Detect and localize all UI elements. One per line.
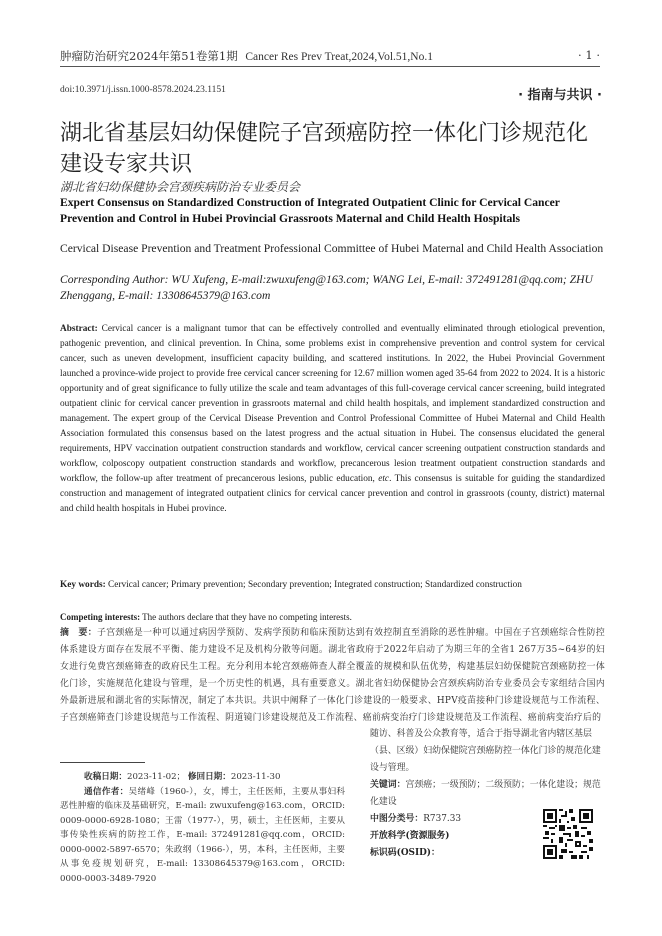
article-title-en: Expert Consensus on Standardized Construction of Integrated Outpatient Clinic for Cervical Cancer Prevention and Control in Hubei Provincial Grassroots Maternal and Child Health Hospitals bbox=[60, 196, 560, 225]
abstract-en bbox=[60, 322, 605, 517]
footnote-dates bbox=[60, 770, 345, 785]
revised-date: 2023-11-30 bbox=[230, 772, 281, 782]
keywords-cn-label: 关键词： bbox=[370, 780, 406, 790]
running-header bbox=[60, 48, 600, 64]
clc-value: R737.33 bbox=[423, 814, 461, 824]
journal-title-cn: 肿瘤防治研究2024年第51卷第1期 bbox=[60, 49, 238, 63]
committee-cn: 湖北省妇幼保健协会宫颈疾病防治专业委员会 bbox=[60, 180, 301, 194]
abstract-cn-body: 子宫颈癌是一种可以通过病因学预防、发病学预防和临床预防达到有效控制直至消除的恶性肿瘤。中国在子宫颈癌综合性防控体系建设方面存在发展不平衡、能力建设不足及机构分散等问题。湖北省政府于2022年启动了为期三年的全省1 267万35~64岁的妇女进行免费宫颈癌筛查的政府民生工程。充分利用本轮宫颈癌筛查人群全覆盖的规模和队伍优势，构建基层妇幼保健院宫颈癌防控一体化门诊，实施规范化建设与管理，是一个历史性的机遇，具有重要意义。湖北省妇幼保健协会宫颈疾病防治专业委员会专家组结合国内外最新进展和湖北省的实际情况，制定了本共识。共识中阐释了一体化门诊建设的一般要求、HPV疫苗接种门诊建设规范与工作流程、子宫颈癌筛查门诊建设规范与工作流程、阴道镜门诊建设规范及工作流程、癌前病变治疗门诊建设规范及工作流程、癌前病变治疗后的 bbox=[60, 628, 605, 723]
footnote-rule bbox=[60, 762, 145, 763]
authors-text: 吴绪峰（1960-），女，博士，主任医师，主要从事妇科恶性肿瘤的临床及基础研究，E-mail: zwuxufeng@163.com，ORCID: 0009-0000-6928-1080；王雷（1977-），男，硕士，主任医师，主要从事传染性疾病的防控工作，E-mail: 372491281@qq.com，ORCID: 0000-0002-5897-6570；朱政纲（1966-），男，本科，主任医师，主要从事免疫规划研究，E-mail: 13308645379@163.com，ORCID: 0000-0003-3489-7920 bbox=[60, 786, 345, 884]
article-title-cn: 湖北省基层妇幼保健院子宫颈癌防控一体化门诊规范化建设专家共识 bbox=[60, 121, 589, 177]
keywords-en bbox=[60, 578, 605, 593]
header-rule bbox=[60, 66, 600, 67]
doi[interactable]: doi:10.3971/j.issn.1000-8578.2024.23.1151 bbox=[60, 85, 226, 95]
abstract-label: Abstract: bbox=[60, 324, 98, 334]
open-science: 开放科学(资源服务) bbox=[370, 831, 450, 841]
footnote bbox=[60, 770, 345, 886]
competing-interests bbox=[60, 611, 605, 624]
journal-title-en: Cancer Res Prev Treat,2024,Vol.51,No.1 bbox=[245, 51, 433, 63]
keywords-cn bbox=[370, 777, 605, 811]
abstract-cn-label: 摘 要： bbox=[60, 628, 97, 638]
authors-label: 通信作者： bbox=[84, 786, 129, 797]
clc-label: 中图分类号： bbox=[370, 814, 424, 824]
keywords-label: Key words: bbox=[60, 580, 106, 590]
osid-qr-code-icon[interactable] bbox=[543, 809, 593, 859]
section-label: · 指南与共识 · bbox=[518, 88, 602, 103]
keywords-cn-text: 宫颈癌；一级预防；二级预防；一体化建设；规范化建设 bbox=[370, 780, 601, 807]
abstract-tail: . This consensus is suitable for guiding the standardized construction and management of integrated outpatient clinics for cervical cancer prevention and control in grassroots (county, district) maternal and child health hospitals in Hubei province. bbox=[60, 474, 605, 514]
received-label: 收稿日期： bbox=[84, 772, 127, 782]
abstract-etc: etc bbox=[378, 474, 390, 484]
corresponding-authors: Corresponding Author: WU Xufeng, E-mail:zwuxufeng@163.com; WANG Lei, E-mail: 372491281@qq.com; ZHU Zhenggang, E-mail: 13308645379@163.com bbox=[60, 273, 593, 302]
received-date: 2023-11-02； bbox=[126, 772, 186, 782]
abstract-body: Cervical cancer is a malignant tumor that can be effectively controlled and eventually eliminated through etiological prevention, pathogenic prevention, and clinical prevention. In China, some problems exist in comprehensive prevention and control system for cervical cancer, such as uneven development, insufficient capacity building, and scattered institutions. In 2022, the Hubei Provincial Government launched a province-wide project to provide free cervical cancer screening for 12.67 million women aged 35-64 from 2022 to 2024. It is a historic opportunity and of great significance to fully utilize the scale and team advantages of this full-coverage cervical cancer screening, build integrated outpatient clinic for cervical cancer prevention in grassroots maternal and child health hospitals, and implement standardized construction and management. The expert group of the Cervical Disease Prevention and Control Professional Committee of Hubei Maternal and Child Health Association formulated this consensus based on the latest progress and the actual situation in Hubei. The consensus elucidated the general requirements, HPV vaccination outpatient construction standards and workflow, cervical cancer screening outpatient construction standards and workflow, colposcopy outpatient construction standards and workflow, precancerous lesion treatment outpatient construction standards and workflow, the follow-up after treatment of precancerous lesions, public education, bbox=[60, 324, 605, 484]
abstract-cn bbox=[60, 625, 605, 727]
competing-text: The authors declare that they have no competing interests. bbox=[142, 612, 352, 622]
osid-label: 标识码(OSID)： bbox=[370, 848, 440, 858]
competing-label: Competing interests: bbox=[60, 612, 141, 622]
footnote-authors bbox=[60, 785, 345, 887]
page-number: · 1 · bbox=[578, 48, 600, 62]
keywords-text: Cervical cancer; Primary prevention; Secondary prevention; Integrated construction; Standardized construction bbox=[108, 580, 522, 590]
committee-en: Cervical Disease Prevention and Treatment Professional Committee of Hubei Maternal and Child Health Association bbox=[60, 242, 604, 255]
abstract-cn-continuation: 随访、科普及公众教育等，适合于指导湖北省内辖区基层（县、区级）妇幼保健院宫颈癌防控一体化门诊的规范化建设与管理。 bbox=[370, 729, 601, 773]
revised-label: 修回日期： bbox=[187, 772, 231, 782]
